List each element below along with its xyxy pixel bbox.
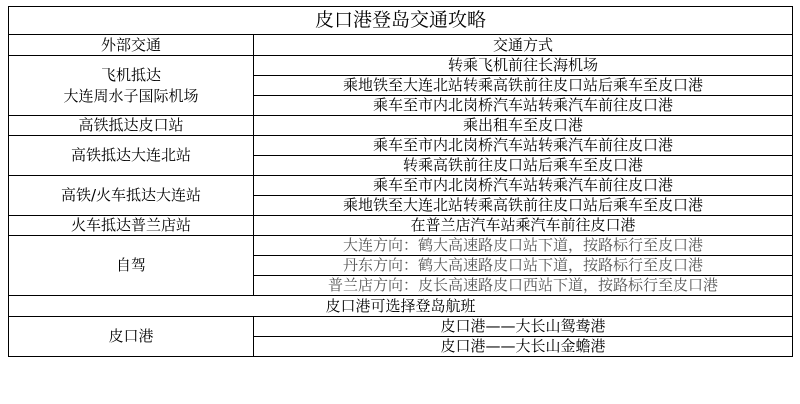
table-row [9, 216, 793, 236]
header-row [9, 35, 793, 56]
method-cell: 乘车至市内北岗桥汽车站转乘汽车前往皮口港 [254, 176, 793, 196]
page-title: 皮口港登岛交通攻略 [9, 7, 793, 35]
origin-cell-dalian-station: 高铁/火车抵达大连站 [9, 176, 254, 216]
origin-cell-dalian-north: 高铁抵达大连北站 [9, 136, 254, 176]
table-row [9, 236, 793, 256]
table-row [9, 317, 793, 337]
origin-label: 大连周水子国际机场 [63, 86, 199, 105]
ferry-note-row [9, 296, 793, 317]
header-external-transport: 外部交通 [9, 35, 254, 56]
method-cell: 乘出租车至皮口港 [254, 116, 793, 136]
header-transport-method: 交通方式 [254, 35, 793, 56]
origin-cell-pulandian: 火车抵达普兰店站 [9, 216, 254, 236]
origin-cell-self-drive: 自驾 [9, 236, 254, 296]
method-cell: 乘地铁至大连北站转乘高铁前往皮口站后乘车至皮口港 [254, 76, 793, 96]
method-cell: 乘车至市内北岗桥汽车站转乘汽车前往皮口港 [254, 96, 793, 116]
transport-guide [8, 6, 792, 357]
origin-cell-airport [9, 56, 254, 116]
method-cell: 大连方向：鹤大高速路皮口站下道，按路标行至皮口港 [254, 236, 793, 256]
table-row [9, 136, 793, 156]
table-row [9, 56, 793, 76]
method-cell: 普兰店方向：皮长高速路皮口西站下道，按路标行至皮口港 [254, 276, 793, 296]
method-cell: 转乘飞机前往长海机场 [254, 56, 793, 76]
origin-label: 飞机抵达 [100, 65, 161, 84]
method-cell: 乘地铁至大连北站转乘高铁前往皮口站后乘车至皮口港 [254, 196, 793, 216]
ferry-note: 皮口港可选择登岛航班 [9, 296, 793, 317]
transport-table [8, 6, 793, 357]
port-name-cell: 皮口港 [9, 317, 254, 357]
title-row [9, 7, 793, 35]
origin-cell-pikou-station: 高铁抵达皮口站 [9, 116, 254, 136]
table-row [9, 116, 793, 136]
method-cell: 在普兰店汽车站乘汽车前往皮口港 [254, 216, 793, 236]
method-cell: 乘车至市内北岗桥汽车站转乘汽车前往皮口港 [254, 136, 793, 156]
method-cell: 转乘高铁前往皮口站后乘车至皮口港 [254, 156, 793, 176]
table-row [9, 176, 793, 196]
ferry-route: 皮口港——大长山金蟾港 [254, 337, 793, 357]
ferry-route: 皮口港——大长山鸳鸯港 [254, 317, 793, 337]
method-cell: 丹东方向：鹤大高速路皮口站下道，按路标行至皮口港 [254, 256, 793, 276]
